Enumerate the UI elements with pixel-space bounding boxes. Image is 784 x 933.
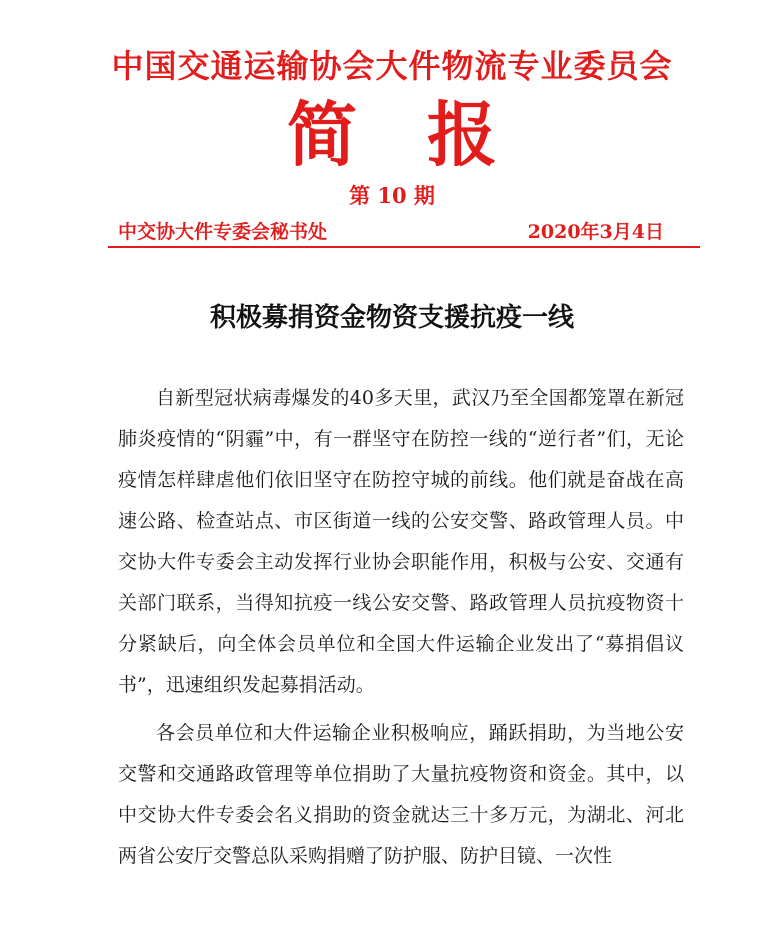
paragraph: 各会员单位和大件运输企业积极响应，踊跃捐助，为当地公安交警和交通路政管理等单位捐助了大量抗疫物资和资金。其中，以中交协大件专委会名义捐助的资金就达三十多万元，为湖北、河北两省公安厅交警总队采购捐赠了防护服、防护目镜、一次性	[118, 722, 684, 867]
issue-number: 第 10 期	[349, 183, 435, 208]
organization-name: 中国交通运输协会大件物流专业委员会	[111, 47, 673, 85]
paragraph: 自新型冠状病毒爆发的40多天里，武汉乃至全国都笼罩在新冠肺炎疫情的“阴霾”中，有一群坚守在防控一线的“逆行者”们，无论疫情怎样肆虐他们依旧坚守在防控守城的前线。他们就是奋战在高速公路、检查站点、市区街道一线的公安交警、路政管理人员。中交协大件专委会主动发挥行业协会职能作用，积极与公安、交通有关部门联系，当得知抗疫一线公安交警、路政管理人员抗疫物资十分紧缺后，向全体会员单位和全国大件运输企业发出了“募捐倡议书”，迅速组织发起募捐活动。	[118, 387, 684, 696]
article-body	[118, 378, 684, 884]
bulletin-title: 简报	[287, 94, 567, 176]
red-divider	[108, 246, 700, 248]
issue-date: 2020年3月4日	[527, 221, 664, 243]
header-meta-row	[112, 218, 668, 248]
issuing-office: 中交协大件专委会秘书处	[118, 221, 328, 243]
article-title: 积极募捐资金物资支援抗疫一线	[209, 303, 574, 333]
